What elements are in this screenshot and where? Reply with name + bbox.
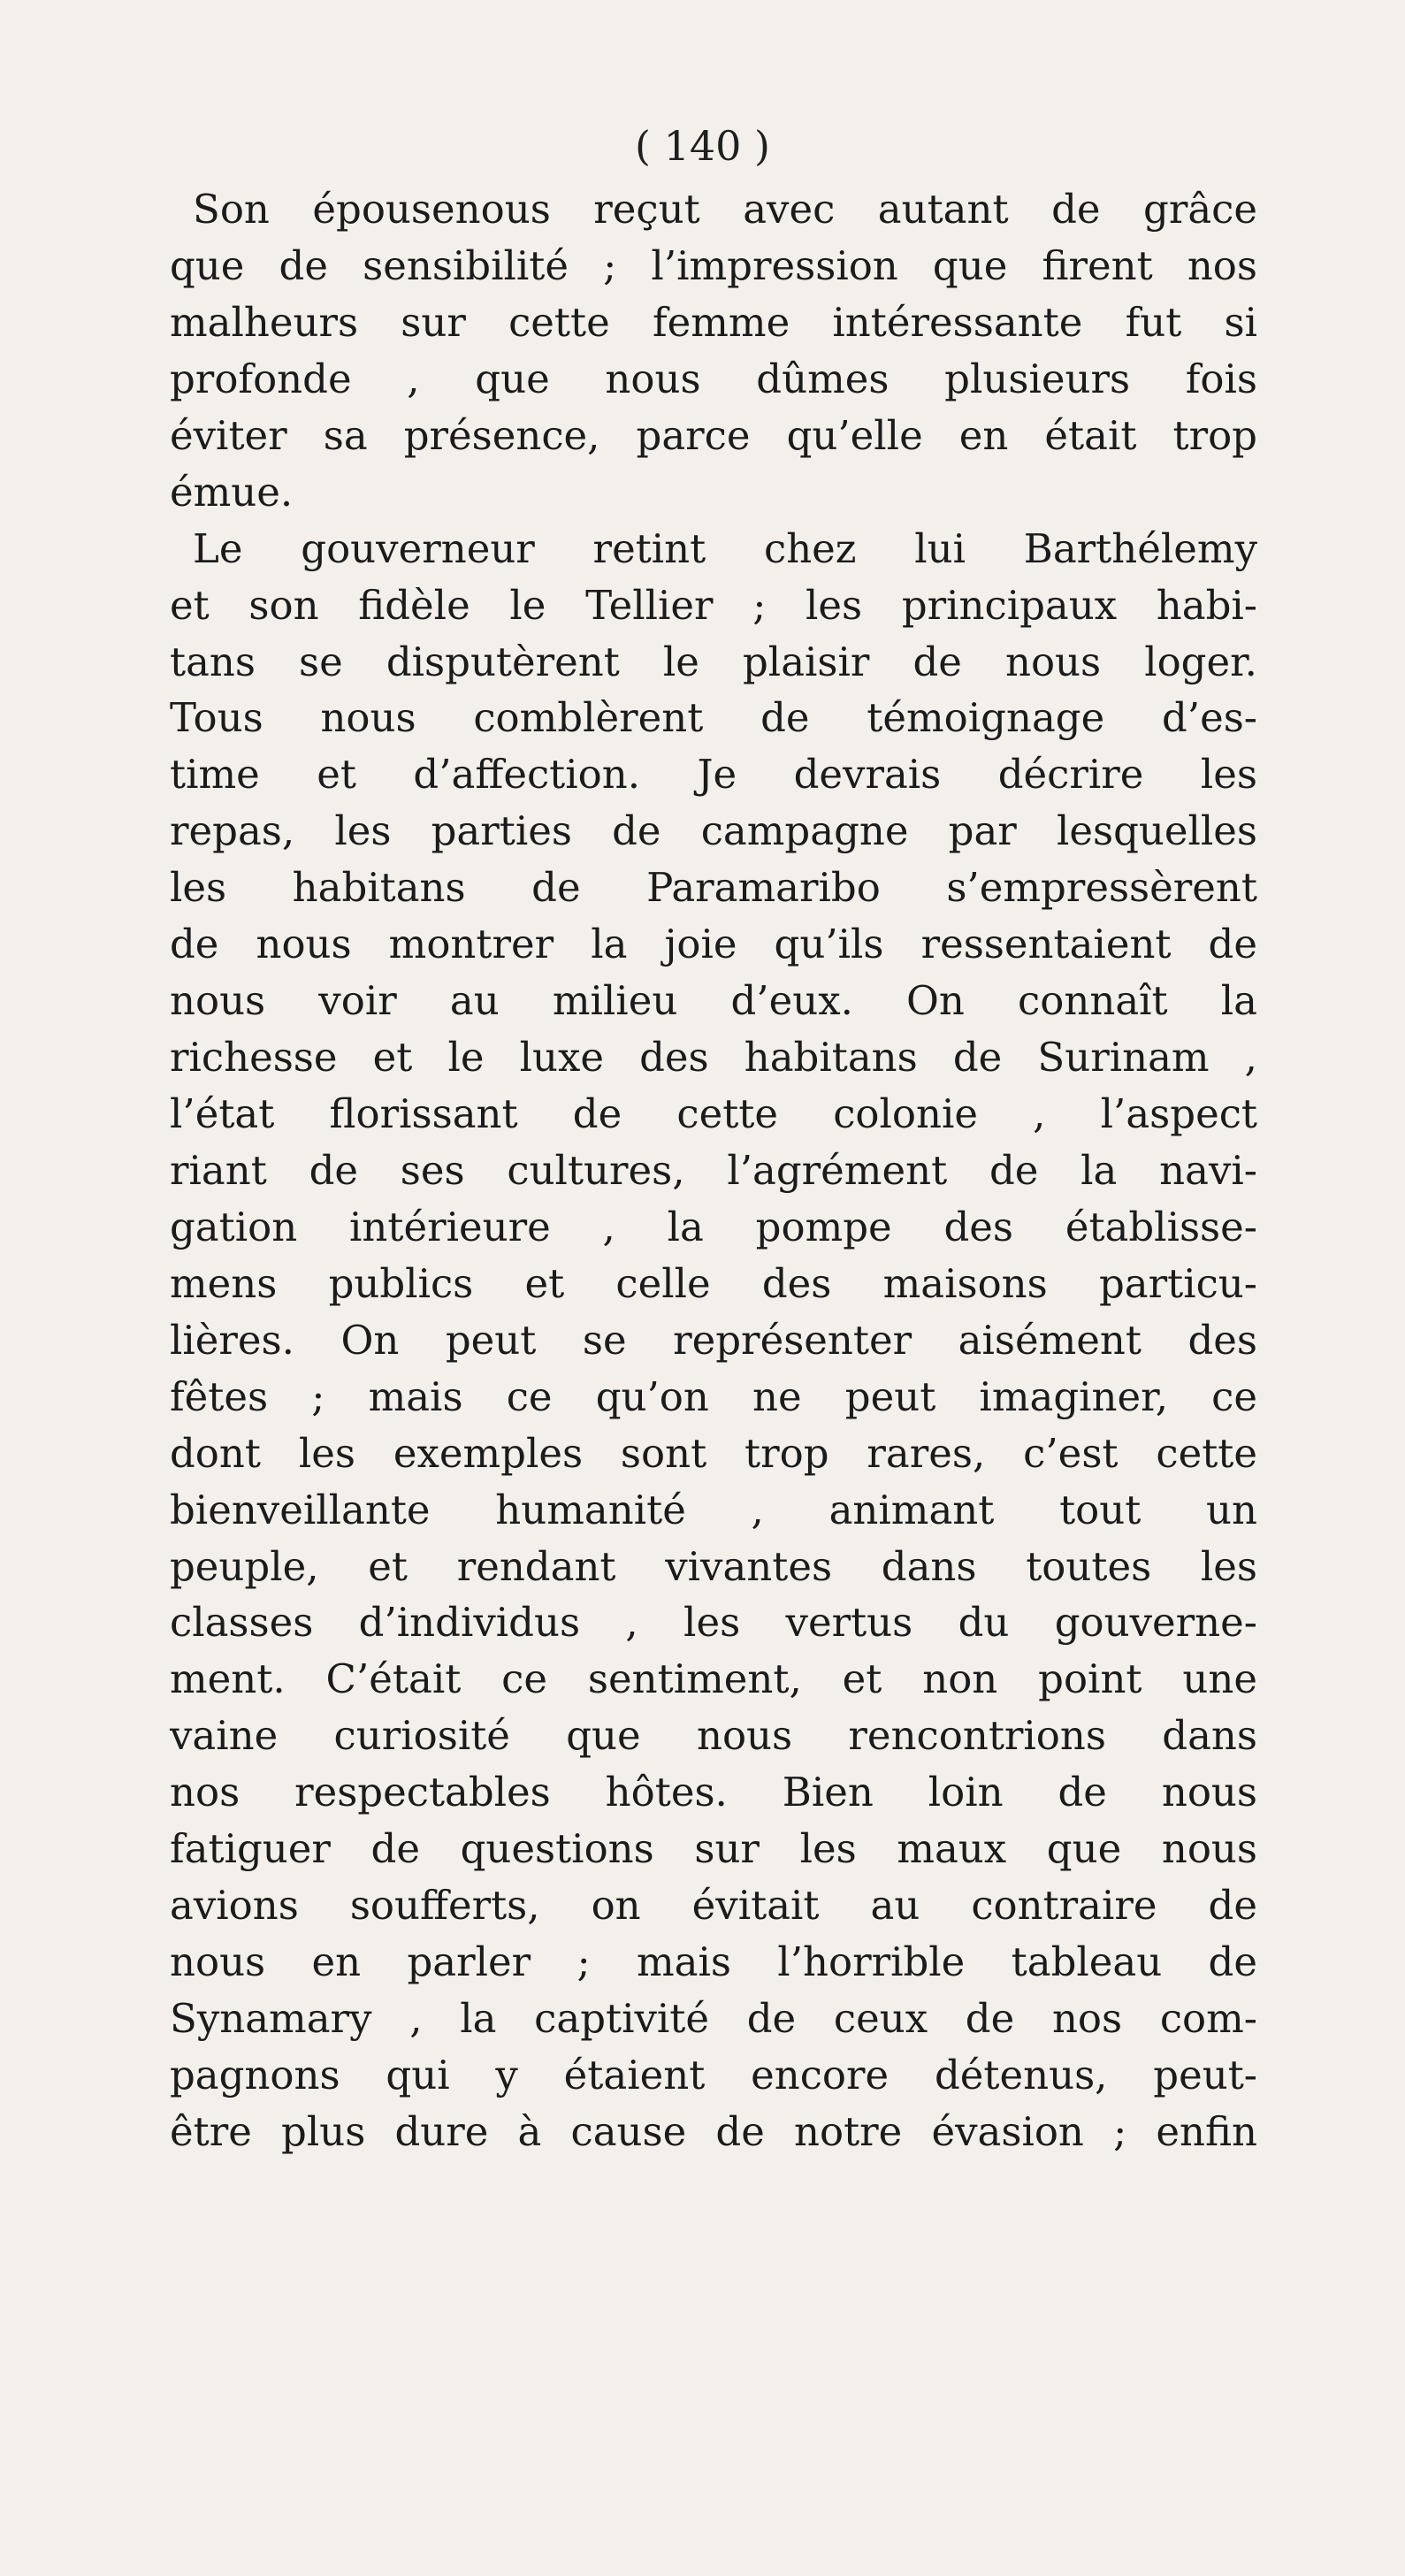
text-line: les habitans de Paramaribo s’empressèrent bbox=[170, 864, 1257, 912]
text-line: fêtes ; mais ce qu’on ne peut imaginer, ce bbox=[170, 1372, 1257, 1420]
text-line: time et d’affection. Je devrais décrire les bbox=[170, 751, 1257, 799]
text-line: dont les exemples sont trop rares, c’est cette bbox=[170, 1429, 1257, 1477]
text-line: Synamary , la captivité de ceux de nos com- bbox=[170, 1995, 1257, 2042]
text-line: nos respectables hôtes. Bien loin de nous bbox=[170, 1769, 1257, 1816]
text-line: profonde , que nous dûmes plusieurs fois bbox=[170, 355, 1257, 402]
text-line: richesse et le luxe des habitans de Surinam , bbox=[170, 1034, 1257, 1082]
page-text bbox=[170, 181, 1257, 2160]
text-line: riant de ses cultures, l’agrément de la navi- bbox=[170, 1146, 1257, 1194]
text-line: bienveillante humanité , animant tout un bbox=[170, 1486, 1257, 1533]
text-line: nous voir au milieu d’eux. On connaît la bbox=[170, 977, 1257, 1025]
text-line: vaine curiosité que nous rencontrions dans bbox=[170, 1712, 1257, 1760]
text-line: avions soufferts, on évitait au contraire de bbox=[170, 1882, 1257, 1930]
text-line: peuple, et rendant vivantes dans toutes les bbox=[170, 1542, 1257, 1590]
text-line: Le gouverneur retint chez lui Barthélemy bbox=[193, 524, 1257, 572]
text-line: de nous montrer la joie qu’ils ressentaient de bbox=[170, 921, 1257, 968]
text-line: lières. On peut se représenter aisément des bbox=[170, 1316, 1257, 1364]
text-line: fatiguer de questions sur les maux que nous bbox=[170, 1825, 1257, 1873]
text-line: mens publics et celle des maisons particu- bbox=[170, 1259, 1257, 1307]
text-line: tans se disputèrent le plaisir de nous loger. bbox=[170, 638, 1257, 685]
text-line: et son fidèle le Tellier ; les principaux habi- bbox=[170, 581, 1257, 629]
text-line: ment. C’était ce sentiment, et non point une bbox=[170, 1655, 1257, 1703]
text-line: Son épousenous reçut avec autant de grâce bbox=[193, 186, 1257, 233]
text-line: éviter sa présence, parce qu’elle en était trop bbox=[170, 411, 1257, 459]
text-line: l’état florissant de cette colonie , l’aspect bbox=[170, 1090, 1257, 1137]
text-line: Tous nous comblèrent de témoignage d’es- bbox=[170, 694, 1257, 742]
text-line: gation intérieure , la pompe des établisse- bbox=[170, 1203, 1257, 1250]
text-line: être plus dure à cause de notre évasion ; enfin bbox=[170, 2107, 1257, 2155]
text-line: que de sensibilité ; l’impression que firent nos bbox=[170, 241, 1257, 289]
text-line: nous en parler ; mais l’horrible tableau de bbox=[170, 1938, 1257, 1986]
text-line: malheurs sur cette femme intéressante fut si bbox=[170, 298, 1257, 346]
page-number: ( 140 ) bbox=[635, 122, 770, 170]
text-line: pagnons qui y étaient encore détenus, peut- bbox=[170, 2051, 1257, 2098]
text-line: classes d’individus , les vertus du gouverne- bbox=[170, 1599, 1257, 1647]
text-line: repas, les parties de campagne par lesquelles bbox=[170, 807, 1257, 855]
text-line: émue. bbox=[170, 468, 294, 516]
